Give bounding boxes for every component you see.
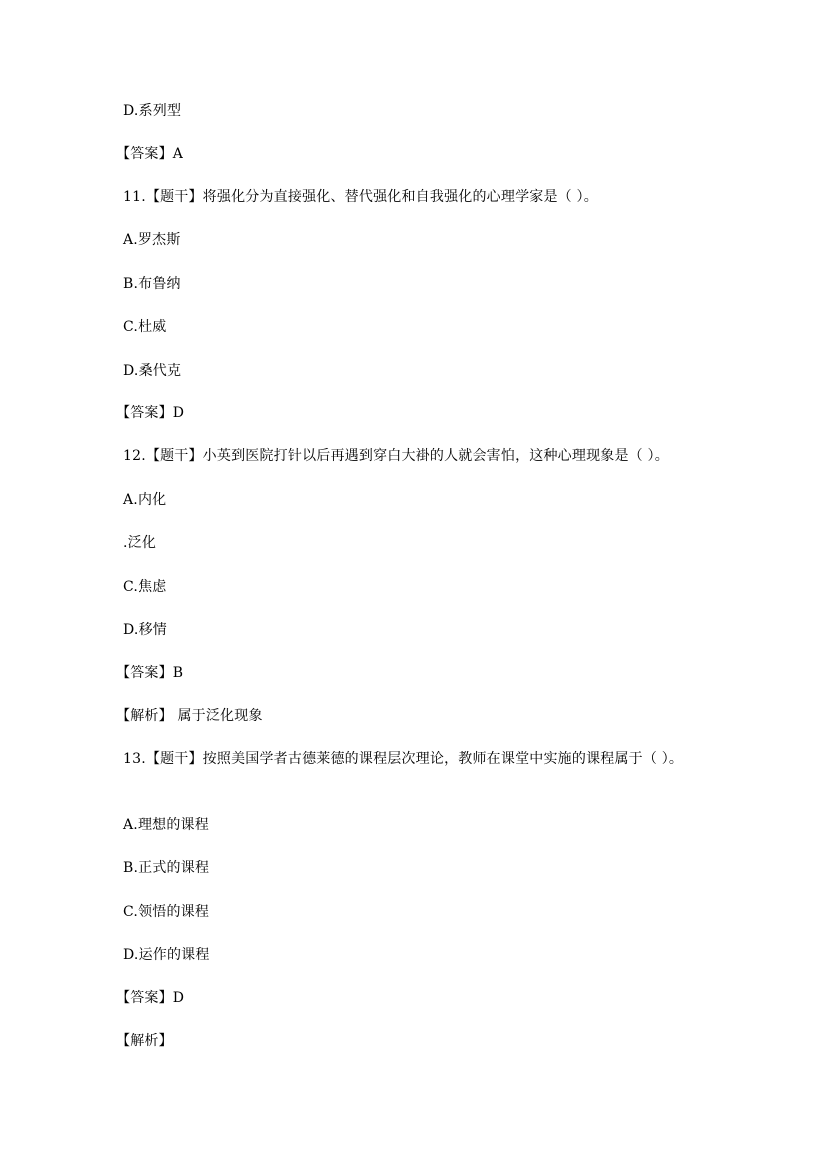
q13-stem: 13.【题干】按照美国学者古德莱德的课程层次理论，教师在课堂中实施的课程属于（ ）。	[123, 751, 684, 767]
q12-option-c: C.焦虑	[123, 579, 167, 595]
q11-option-b: B.布鲁纳	[123, 276, 181, 292]
q12-option-b: .泛化	[123, 535, 157, 551]
q12-answer: 【答案】B	[116, 665, 184, 681]
q13-answer: 【答案】D	[116, 990, 185, 1006]
q13-option-d: D.运作的课程	[123, 947, 210, 963]
q11-stem: 11.【题干】将强化分为直接强化、替代强化和自我强化的心理学家是（ ）。	[123, 189, 598, 205]
q13-option-a: A.理想的课程	[123, 817, 209, 833]
q11-option-a: A.罗杰斯	[123, 232, 181, 248]
q10-answer: 【答案】A	[116, 146, 184, 162]
q12-option-d: D.移情	[123, 622, 167, 638]
q10-option-d: D.系列型	[123, 103, 182, 119]
q12-option-a: A.内化	[123, 492, 167, 508]
q12-stem: 12.【题干】小英到医院打针以后再遇到穿白大褂的人就会害怕，这种心理现象是（ ）。	[123, 448, 669, 464]
q11-option-d: D.桑代克	[123, 363, 182, 379]
q13-option-c: C.领悟的课程	[123, 904, 210, 920]
q11-answer: 【答案】D	[116, 405, 185, 421]
q13-explanation: 【解析】	[116, 1033, 173, 1049]
q11-option-c: C.杜威	[123, 319, 167, 335]
q12-explanation: 【解析】 属于泛化现象	[116, 708, 263, 724]
q13-option-b: B.正式的课程	[123, 860, 210, 876]
